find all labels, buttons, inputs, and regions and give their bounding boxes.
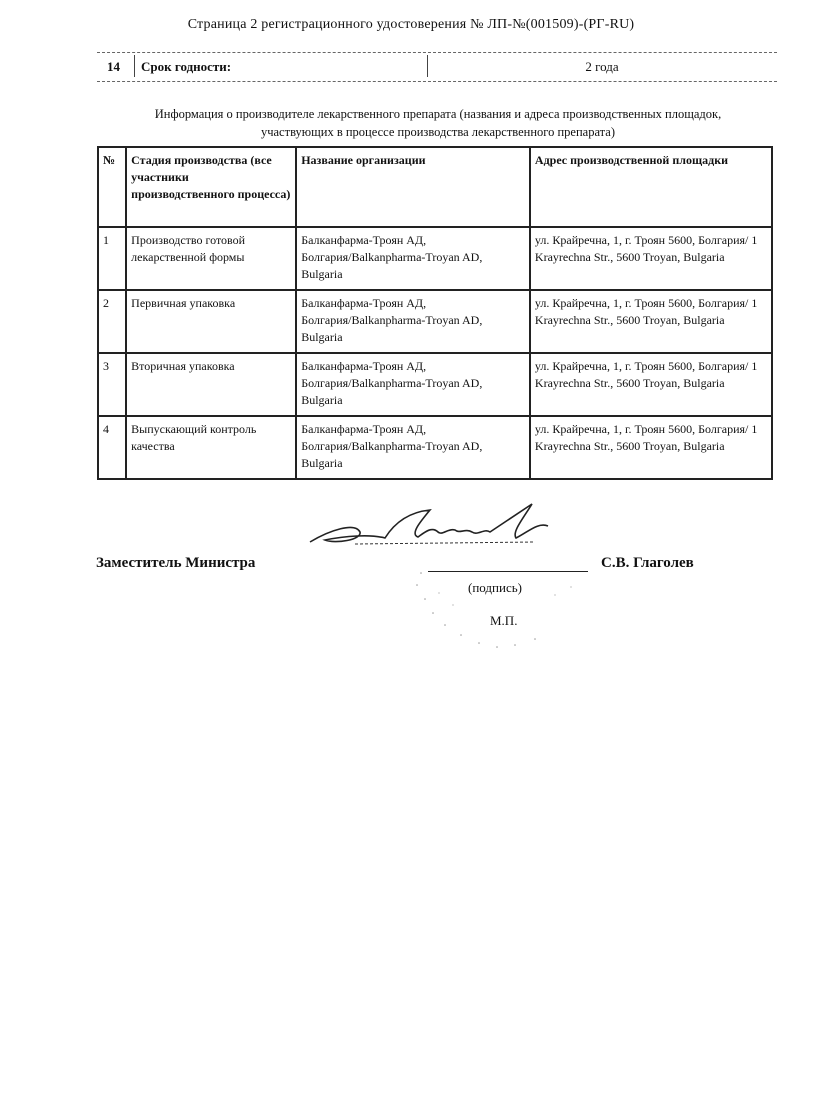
- cell-stage: Производство готовой лекарственной формы: [126, 227, 296, 290]
- cell-address: ул. Крайречна, 1, г. Троян 5600, Болгария/ 1 Krayrechna Str., 5600 Troyan, Bulgaria: [530, 290, 772, 353]
- manufacturer-table: [97, 146, 773, 480]
- signature-line: [428, 571, 588, 572]
- cell-num: 1: [98, 227, 126, 290]
- signature-caption: (подпись): [468, 580, 522, 595]
- cell-num: 2: [98, 290, 126, 353]
- handwritten-signature: [300, 492, 580, 562]
- table-row: [98, 353, 772, 416]
- header-stage: Стадия производства (все участники производственного процесса): [126, 147, 296, 227]
- cell-address: ул. Крайречна, 1, г. Троян 5600, Болгария/ 1 Krayrechna Str., 5600 Troyan, Bulgaria: [530, 416, 772, 479]
- shelf-life-row: [97, 52, 777, 82]
- cell-org: Балканфарма-Троян АД, Болгария/Balkanpharma-Troyan AD, Bulgaria: [296, 353, 530, 416]
- stamp-label: М.П.: [490, 613, 518, 628]
- caption-line-2: участвующих в процессе производства лекарственного препарата): [260, 125, 616, 139]
- cell-stage: Выпускающий контроль качества: [126, 416, 296, 479]
- table-row: [98, 416, 772, 479]
- cell-org: Балканфарма-Троян АД, Болгария/Balkanpharma-Troyan AD, Bulgaria: [296, 227, 530, 290]
- row-divider: [134, 55, 135, 77]
- table-row: [98, 227, 772, 290]
- signer-name: С.В. Глаголев: [601, 555, 694, 571]
- cell-stage: Вторичная упаковка: [126, 353, 296, 416]
- cell-address: ул. Крайречна, 1, г. Троян 5600, Болгария/ 1 Krayrechna Str., 5600 Troyan, Bulgaria: [530, 227, 772, 290]
- table-header-row: [98, 147, 772, 227]
- cell-org: Балканфарма-Троян АД, Болгария/Balkanpharma-Troyan AD, Bulgaria: [296, 290, 530, 353]
- caption-line-1: Информация о производителе лекарственного препарата (названия и адреса производственных площадок,: [154, 107, 722, 121]
- cell-stage: Первичная упаковка: [126, 290, 296, 353]
- cell-num: 3: [98, 353, 126, 416]
- signer-position: Заместитель Министра: [96, 555, 256, 571]
- shelf-life-value: 2 года: [585, 59, 619, 74]
- cell-address: ул. Крайречна, 1, г. Троян 5600, Болгария/ 1 Krayrechna Str., 5600 Troyan, Bulgaria: [530, 353, 772, 416]
- shelf-life-label: Срок годности:: [141, 59, 232, 74]
- header-org: Название организации: [296, 147, 530, 227]
- shelf-life-number: 14: [107, 59, 120, 74]
- manufacturer-info-caption: [98, 105, 778, 141]
- table-row: [98, 290, 772, 353]
- cell-num: 4: [98, 416, 126, 479]
- header-num: №: [98, 147, 126, 227]
- header-address: Адрес производственной площадки: [530, 147, 772, 227]
- cell-org: Балканфарма-Троян АД, Болгария/Balkanpharma-Troyan AD, Bulgaria: [296, 416, 530, 479]
- page-header: Страница 2 регистрационного удостоверения № ЛП-№(001509)-(РГ-RU): [187, 17, 635, 32]
- stamp-marks: [405, 565, 585, 655]
